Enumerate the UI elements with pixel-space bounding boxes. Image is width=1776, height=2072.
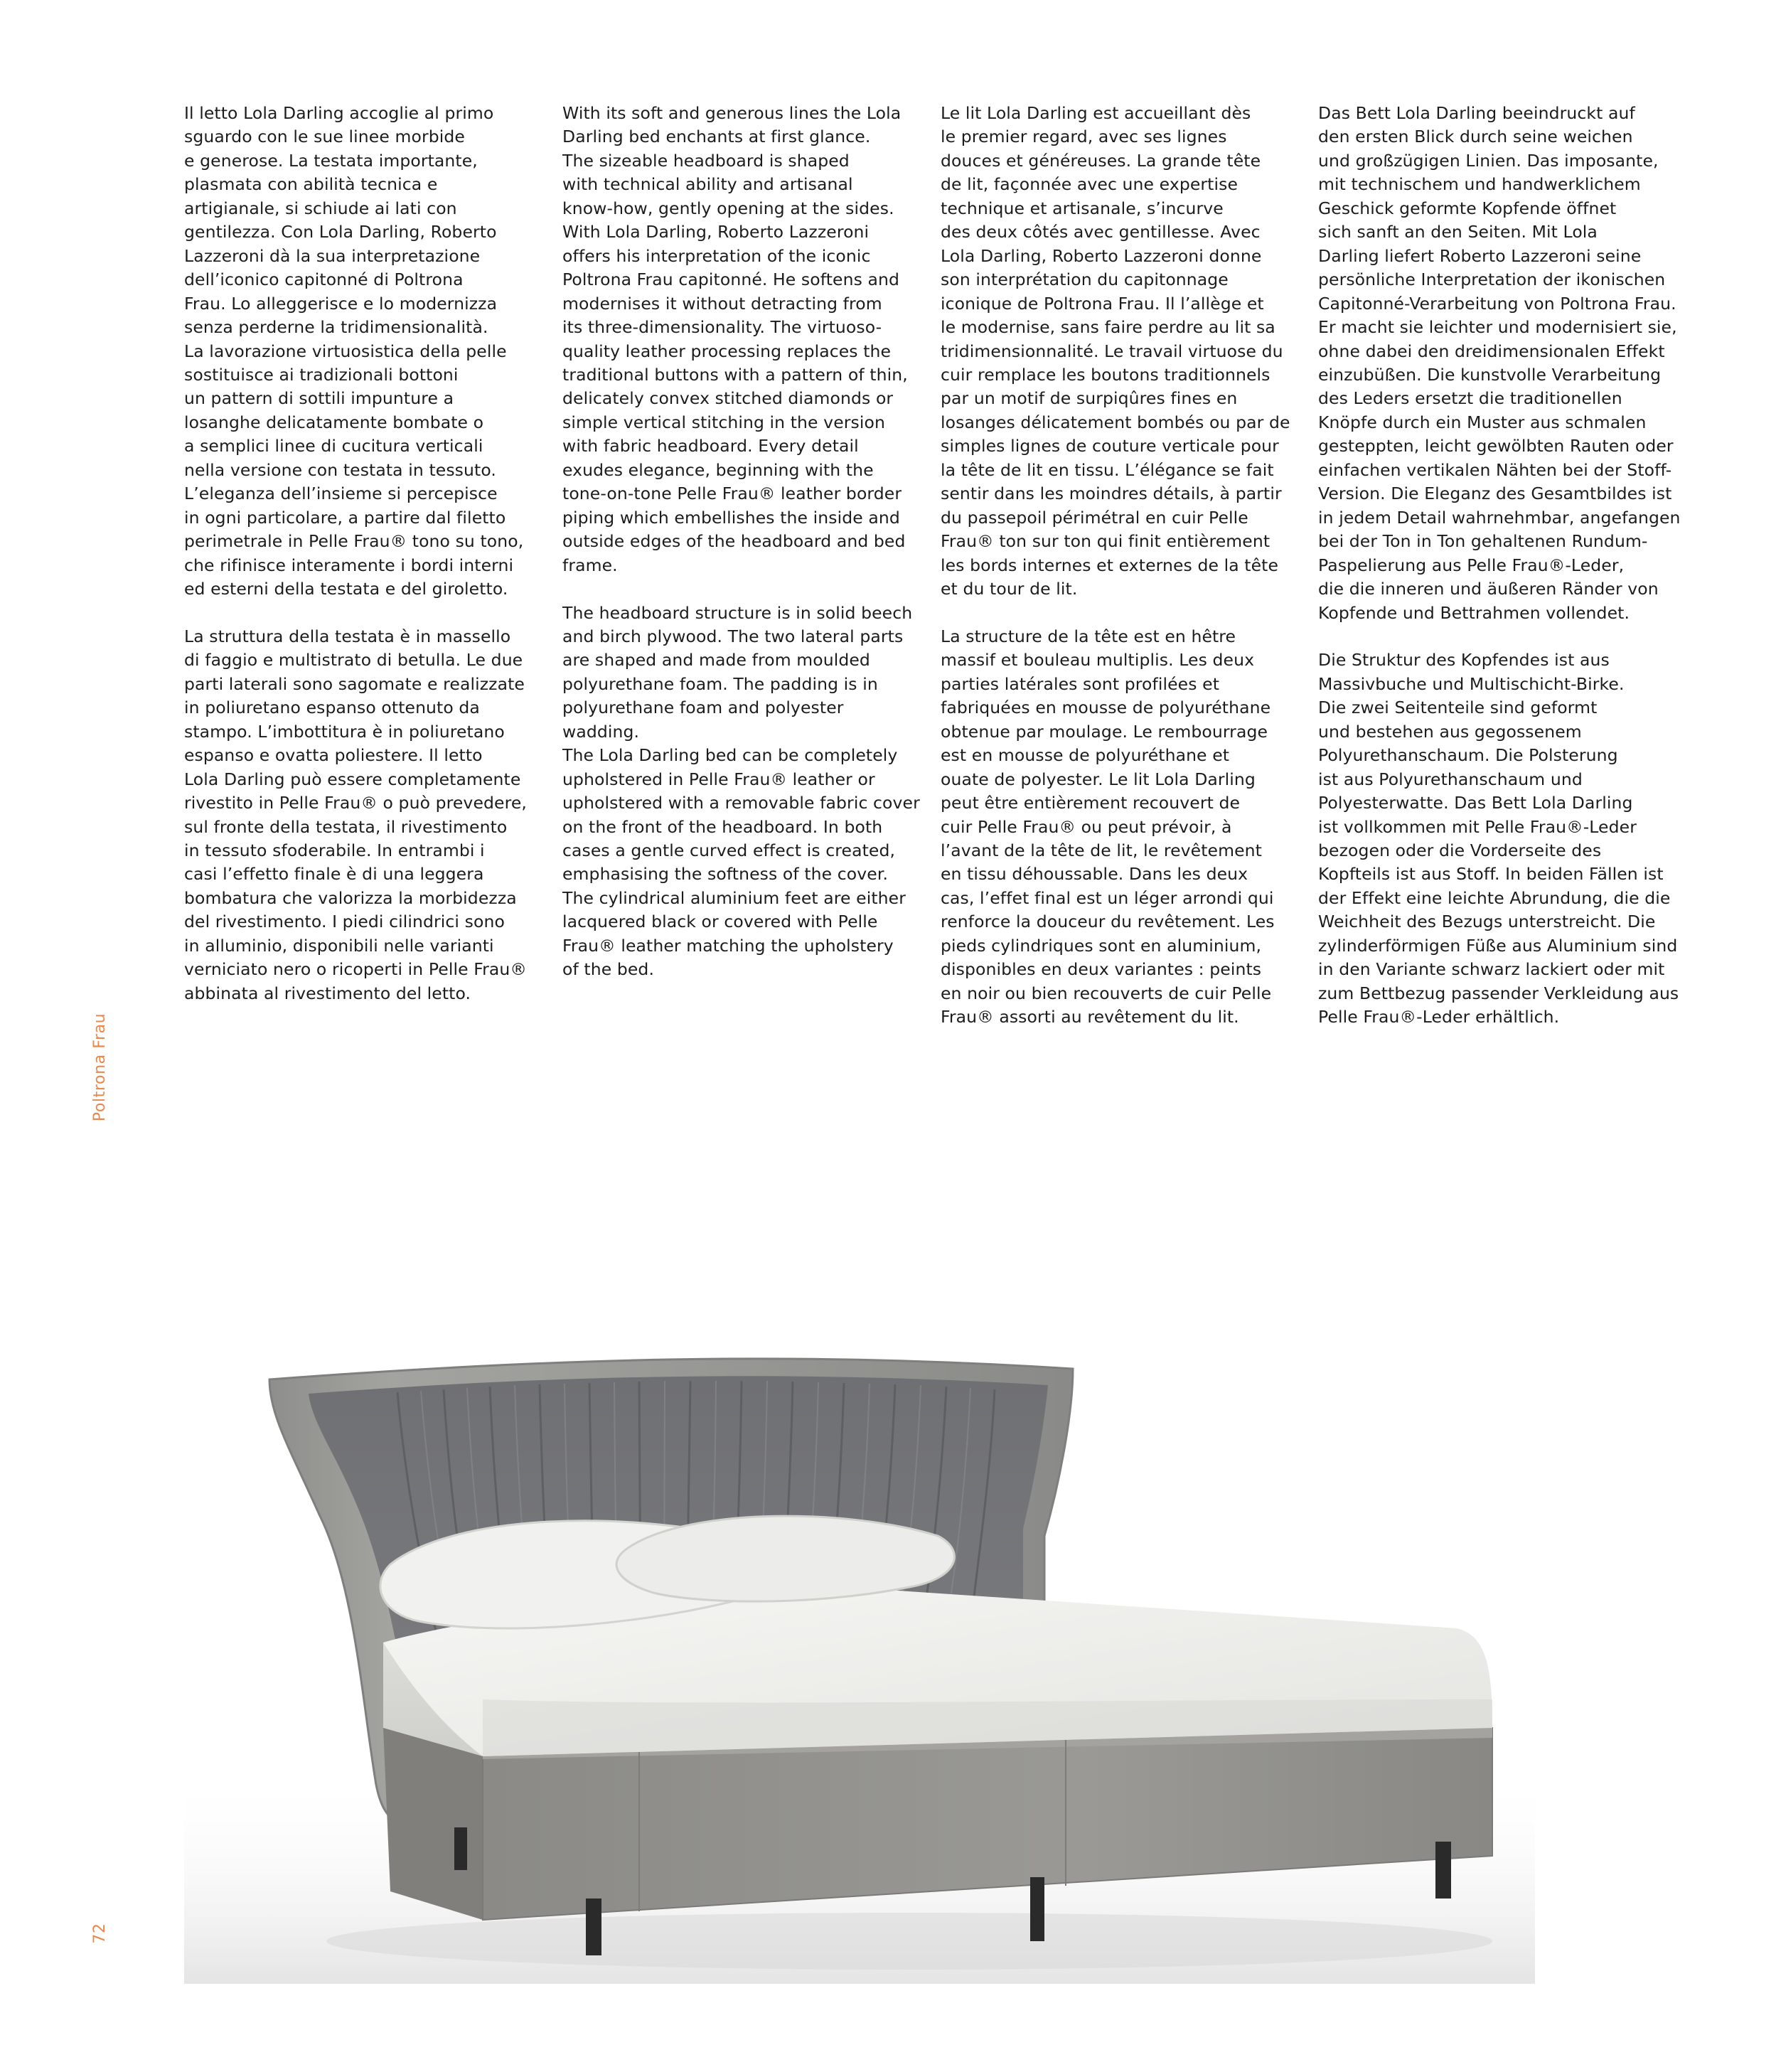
french-paragraph-1: Le lit Lola Darling est accueillant dès le premier regard, avec ses lignes douces et généreuses. La grande tête de lit, façonnée avec une expertise technique et artisanale, s’incurve des deux côtés avec gentillesse. Avec Lola Darling, Roberto Lazzeroni donne son interprétation du capitonnage iconique de Poltrona Frau. Il l’allège et le modernise, sans faire perdre au lit sa tridimensionnalité. Le travail virtuose du cuir remplace les boutons traditionnels par un motif de surpiqûres fines en losanges délicatement bombés ou par de simples lignes de couture verticale pour la tête de lit en tissu. L’élégance se fait sentir dans les moindres détails, à partir du passepoil périmétral en cuir Pelle Frau® ton sur ton qui finit entièrement les bords internes et externes de la tête et du tour de lit. <box>941 103 1290 599</box>
italian-paragraph-1: Il letto Lola Darling accoglie al primo sguardo con le sue linee morbide e generose. La testata importante, plasmata con abilità tecnica e artigianale, si schiude ai lati con gentilezza. Con Lola Darling, Roberto Lazzeroni dà la sua interpretazione dell’iconico capitonné di Poltrona Frau. Lo alleggerisce e lo modernizza senza perderne la tridimensionalità. La lavorazione virtuosistica della pelle sostituisce ai tradizionali bottoni un pattern di sottili impunture a losanghe delicatamente bombate o a semplici linee di cucitura verticali nella versione con testata in tessuto. L’eleganza dell’insieme si percepisce in ogni particolare, a partire dal filetto perimetrale in Pelle Frau® tono su tono, che rifinisce interamente i bordi interni ed esterni della testata e del giroletto. <box>184 103 524 599</box>
german-paragraph-1: Das Bett Lola Darling beeindruckt auf den ersten Blick durch seine weichen und großzügigen Linien. Das imposante, mit technischem und handwerklichem Geschick geformte Kopfende öffnet sich sanft an den Seiten. Mit Lola Darling liefert Roberto Lazzeroni seine persönliche Interpretation der ikonischen Capitonné-Verarbeitung von Poltrona Frau. Er macht sie leichter und modernisiert sie, ohne dabei den dreidimensionalen Effekt einzubüßen. Die kunstvolle Verarbeitung des Leders ersetzt die traditionellen Knöpfe durch ein Muster aus schmalen gesteppten, leicht gewölbten Rauten oder einfachen vertikalen Nähten bei der Stoff- Version. Die Eleganz des Gesamtbildes ist in jedem Detail wahrnehmbar, angefangen bei der Ton in Ton gehaltenen Rundum- Paspelierung aus Pelle Frau®-Leder, die die inneren und äußeren Ränder von Kopfende und Bettrahmen vollendet. <box>1318 103 1681 623</box>
bed-photo <box>184 1330 1535 1984</box>
italian-paragraph-2: La struttura della testata è in massello di faggio e multistrato di betulla. Le due parti laterali sono sagomate e realizzate in poliuretano espanso ottenuto da stampo. L’imbottitura è in poliuretano espanso e ovatta poliestere. Il letto Lola Darling può essere completamente rivestito in Pelle Frau® o può prevedere, sul fronte della testata, il rivestimento in tessuto sfoderabile. In entrambi i casi l’effetto finale è di una leggera bombatura che valorizza la morbidezza del rivestimento. I piedi cilindrici sono in alluminio, disponibili nelle varianti verniciato nero o ricoperti in Pelle Frau® abbinata al rivestimento del letto. <box>184 626 528 1003</box>
text-column-french <box>941 102 1303 1030</box>
german-paragraph-2: Die Struktur des Kopfendes ist aus Massivbuche und Multischicht-Birke. Die zwei Seitenteile sind geformt und bestehen aus gegossenem Polyurethanschaum. Die Polsterung ist aus Polyurethanschaum und Polyesterwatte. Das Bett Lola Darling ist vollkommen mit Pelle Frau®-Leder bezogen oder die Vorderseite des Kopfteils ist aus Stoff. In beiden Fällen ist der Effekt eine leichte Abrundung, die die Weichheit des Bezugs unterstreicht. Die zylinderförmigen Füße aus Aluminium sind in den Variante schwarz lackiert oder mit zum Bettbezug passender Verkleidung aus Pelle Frau®-Leder erhältlich. <box>1318 650 1679 1027</box>
french-paragraph-2: La structure de la tête est en hêtre massif et bouleau multiplis. Les deux parties latérales sont profilées et fabriquées en mousse de polyuréthane obtenue par moulage. Le rembourrage est en mousse de polyuréthane et ouate de polyester. Le lit Lola Darling peut être entièrement recouvert de cuir Pelle Frau® ou peut prévoir, à l’avant de la tête de lit, le revêtement en tissu déhoussable. Dans les deux cas, l’effet final est un léger arrondi qui renforce la douceur du revêtement. Les pieds cylindriques sont en aluminium, disponibles en deux variantes : peints en noir ou bien recouverts de cuir Pelle Frau® assorti au revêtement du lit. <box>941 626 1275 1027</box>
text-column-italian <box>184 102 547 1005</box>
english-paragraph-1: With its soft and generous lines the Lola Darling bed enchants at first glance. The sizeable headboard is shaped with technical ability and artisanal know-how, gently opening at the sides. With Lola Darling, Roberto Lazzeroni offers his interpretation of the iconic Poltrona Frau capitonné. He softens and modernises it without detracting from its three-dimensionality. The virtuoso- quality leather processing replaces the traditional buttons with a pattern of thin, delicately convex stitched diamonds or simple vertical stitching in the version with fabric headboard. Every detail exudes elegance, beginning with the tone-on-tone Pelle Frau® leather border piping which embellishes the inside and outside edges of the headboard and bed frame. <box>562 103 908 575</box>
english-paragraph-2: The headboard structure is in solid beech and birch plywood. The two lateral parts are shaped and made from moulded polyurethane foam. The padding is in polyurethane foam and polyester wadding. The Lola Darling bed can be completely upholstered in Pelle Frau® leather or upholstered with a removable fabric cover on the front of the headboard. In both cases a gentle curved effect is created, emphasising the softness of the cover. The cylindrical aluminium feet are either lacquered black or covered with Pelle Frau® leather matching the upholstery of the bed. <box>562 602 920 980</box>
text-column-german <box>1318 102 1681 1030</box>
page-number: 72 <box>91 1923 109 1944</box>
text-column-english <box>562 102 925 982</box>
running-header-brand: Poltrona Frau <box>91 1013 109 1122</box>
